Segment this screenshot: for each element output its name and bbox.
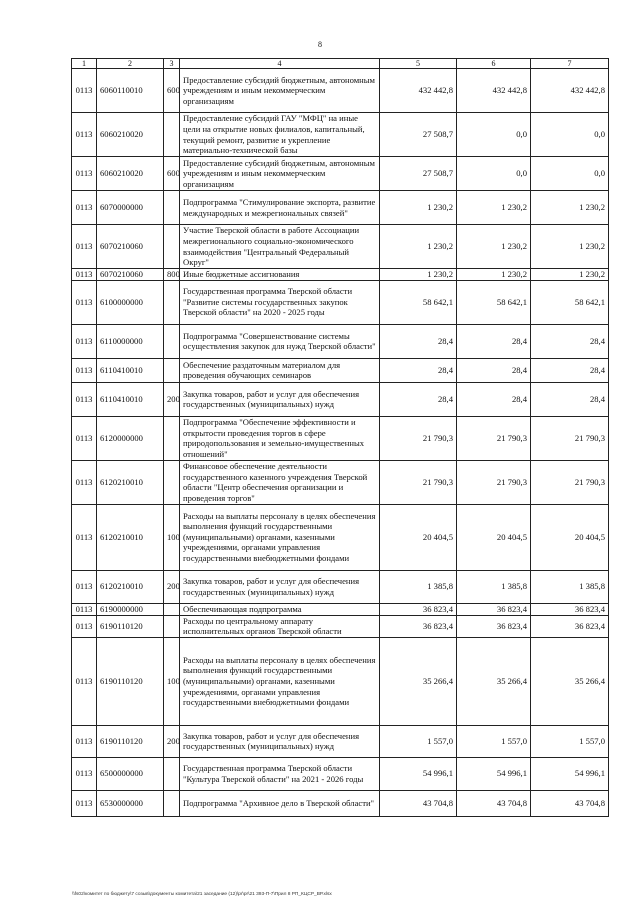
section-code-cell: 0113 (72, 382, 97, 416)
amount-col6-cell: 432 442,8 (457, 69, 531, 113)
expense-type-cell: 600 (164, 69, 180, 113)
amount-col6-cell: 54 996,1 (457, 757, 531, 790)
amount-col5-cell: 1 230,2 (380, 225, 457, 269)
amount-col5-cell: 1 230,2 (380, 191, 457, 225)
amount-col5-cell: 28,4 (380, 358, 457, 382)
amount-col6-cell: 35 266,4 (457, 637, 531, 725)
table-row (72, 504, 609, 570)
target-article-cell: 6070000000 (97, 191, 164, 225)
amount-col7-cell: 43 704,8 (531, 790, 609, 816)
description-cell: Государственная программа Тверской области "Культура Тверской области" на 2021 - 2026 годы (180, 757, 380, 790)
description-cell: Подпрограмма "Совершенствование системы осуществления закупок для нужд Тверской области" (180, 324, 380, 358)
amount-col7-cell: 36 823,4 (531, 603, 609, 615)
amount-col6-cell: 1 557,0 (457, 725, 531, 757)
expense-type-cell (164, 358, 180, 382)
expense-type-cell (164, 416, 180, 460)
description-cell: Расходы по центральному аппарату исполнительных органов Тверской области (180, 615, 380, 637)
section-code-cell: 0113 (72, 191, 97, 225)
amount-col5-cell: 20 404,5 (380, 504, 457, 570)
expense-type-cell: 200 (164, 725, 180, 757)
target-article-cell: 6500000000 (97, 757, 164, 790)
section-code-cell: 0113 (72, 615, 97, 637)
column-number: 7 (531, 59, 609, 69)
target-article-cell: 6070210060 (97, 269, 164, 281)
amount-col6-cell: 28,4 (457, 382, 531, 416)
amount-col5-cell: 1 230,2 (380, 269, 457, 281)
amount-col5-cell: 54 996,1 (380, 757, 457, 790)
description-cell: Участие Тверской области в работе Ассоциации межрегионального социально-экономического взаимодействия "Центральный Федеральный Округ" (180, 225, 380, 269)
description-cell: Обеспечивающая подпрограмма (180, 603, 380, 615)
file-path-footer: \\fs02\комитет по бюджету\7 созыв\документы комитета\21 заседание (12)\pr\pr\21 393-П-7\Прил 8 РП_КЦСР_ВР.xlsx (72, 892, 332, 897)
amount-col7-cell: 0,0 (531, 157, 609, 191)
amount-col5-cell: 36 823,4 (380, 615, 457, 637)
table-row (72, 113, 609, 157)
amount-col6-cell: 58 642,1 (457, 280, 531, 324)
amount-col5-cell: 1 557,0 (380, 725, 457, 757)
amount-col7-cell: 36 823,4 (531, 615, 609, 637)
description-cell: Предоставление субсидий бюджетным, автономным учреждениям и иным некоммерческим организациям (180, 69, 380, 113)
amount-col7-cell: 28,4 (531, 324, 609, 358)
amount-col5-cell: 27 508,7 (380, 113, 457, 157)
amount-col6-cell: 0,0 (457, 157, 531, 191)
description-cell: Предоставление субсидий бюджетным, автономным учреждениям и иным некоммерческим организациям (180, 157, 380, 191)
description-cell: Подпрограмма "Стимулирование экспорта, развитие международных и межрегиональных связей" (180, 191, 380, 225)
page-number: 8 (318, 40, 322, 49)
table-row (72, 757, 609, 790)
expense-type-cell: 800 (164, 269, 180, 281)
amount-col6-cell: 0,0 (457, 113, 531, 157)
description-cell: Расходы на выплаты персоналу в целях обеспечения выполнения функций государственными (муниципальными) органами, казенными учреждениями, органами управления государственными внебюджетными фондами (180, 637, 380, 725)
description-cell: Подпрограмма "Обеспечение эффективности и открытости проведения торгов в сфере природопользования и земельно-имущественных отношений" (180, 416, 380, 460)
table-row (72, 382, 609, 416)
amount-col7-cell: 21 790,3 (531, 460, 609, 504)
table-row (72, 570, 609, 603)
amount-col7-cell: 1 385,8 (531, 570, 609, 603)
target-article-cell: 6120210010 (97, 460, 164, 504)
target-article-cell: 6060210020 (97, 157, 164, 191)
amount-col6-cell: 21 790,3 (457, 416, 531, 460)
section-code-cell: 0113 (72, 757, 97, 790)
amount-col7-cell: 20 404,5 (531, 504, 609, 570)
amount-col5-cell: 432 442,8 (380, 69, 457, 113)
description-cell: Государственная программа Тверской области "Развитие системы государственных закупок Тверской области" на 2020 - 2025 годы (180, 280, 380, 324)
table-row (72, 460, 609, 504)
expense-type-cell (164, 225, 180, 269)
target-article-cell: 6110410010 (97, 358, 164, 382)
amount-col7-cell: 21 790,3 (531, 416, 609, 460)
column-number: 3 (164, 59, 180, 69)
section-code-cell: 0113 (72, 603, 97, 615)
target-article-cell: 6530000000 (97, 790, 164, 816)
amount-col7-cell: 28,4 (531, 382, 609, 416)
expense-type-cell (164, 191, 180, 225)
amount-col6-cell: 1 230,2 (457, 225, 531, 269)
expense-type-cell (164, 280, 180, 324)
amount-col7-cell: 1 230,2 (531, 191, 609, 225)
section-code-cell: 0113 (72, 790, 97, 816)
section-code-cell: 0113 (72, 358, 97, 382)
table-row (72, 324, 609, 358)
description-cell: Подпрограмма "Архивное дело в Тверской области" (180, 790, 380, 816)
expense-type-cell: 100 (164, 637, 180, 725)
target-article-cell: 6120000000 (97, 416, 164, 460)
description-cell: Закупка товаров, работ и услуг для обеспечения государственных (муниципальных) нужд (180, 382, 380, 416)
amount-col7-cell: 1 557,0 (531, 725, 609, 757)
amount-col7-cell: 54 996,1 (531, 757, 609, 790)
amount-col6-cell: 36 823,4 (457, 603, 531, 615)
amount-col5-cell: 27 508,7 (380, 157, 457, 191)
column-number: 6 (457, 59, 531, 69)
target-article-cell: 6190110120 (97, 615, 164, 637)
amount-col6-cell: 36 823,4 (457, 615, 531, 637)
description-cell: Финансовое обеспечение деятельности государственного казенного учреждения Тверской области "Центр обеспечения организации и проведения торгов" (180, 460, 380, 504)
description-cell: Иные бюджетные ассигнования (180, 269, 380, 281)
target-article-cell: 6190110120 (97, 637, 164, 725)
column-number: 5 (380, 59, 457, 69)
budget-table (71, 58, 609, 817)
section-code-cell: 0113 (72, 637, 97, 725)
target-article-cell: 6120210010 (97, 570, 164, 603)
expense-type-cell: 100 (164, 504, 180, 570)
section-code-cell: 0113 (72, 725, 97, 757)
expense-type-cell: 200 (164, 382, 180, 416)
column-number: 1 (72, 59, 97, 69)
description-cell: Обеспечение раздаточным материалом для проведения обучающих семинаров (180, 358, 380, 382)
amount-col5-cell: 35 266,4 (380, 637, 457, 725)
section-code-cell: 0113 (72, 416, 97, 460)
target-article-cell: 6120210010 (97, 504, 164, 570)
expense-type-cell (164, 113, 180, 157)
target-article-cell: 6110000000 (97, 324, 164, 358)
section-code-cell: 0113 (72, 269, 97, 281)
table-row (72, 358, 609, 382)
amount-col7-cell: 1 230,2 (531, 225, 609, 269)
amount-col7-cell: 1 230,2 (531, 269, 609, 281)
amount-col6-cell: 1 385,8 (457, 570, 531, 603)
table-row (72, 416, 609, 460)
section-code-cell: 0113 (72, 280, 97, 324)
table-row (72, 280, 609, 324)
column-number: 2 (97, 59, 164, 69)
amount-col6-cell: 28,4 (457, 358, 531, 382)
amount-col5-cell: 28,4 (380, 382, 457, 416)
expense-type-cell (164, 603, 180, 615)
table-row (72, 225, 609, 269)
target-article-cell: 6060210020 (97, 113, 164, 157)
amount-col5-cell: 1 385,8 (380, 570, 457, 603)
table-row (72, 269, 609, 281)
expense-type-cell (164, 324, 180, 358)
amount-col5-cell: 21 790,3 (380, 416, 457, 460)
section-code-cell: 0113 (72, 69, 97, 113)
section-code-cell: 0113 (72, 324, 97, 358)
target-article-cell: 6190000000 (97, 603, 164, 615)
table-row (72, 191, 609, 225)
amount-col5-cell: 28,4 (380, 324, 457, 358)
table-row (72, 790, 609, 816)
amount-col6-cell: 43 704,8 (457, 790, 531, 816)
description-cell: Закупка товаров, работ и услуг для обеспечения государственных (муниципальных) нужд (180, 570, 380, 603)
amount-col5-cell: 36 823,4 (380, 603, 457, 615)
amount-col6-cell: 1 230,2 (457, 269, 531, 281)
table-row (72, 725, 609, 757)
description-cell: Закупка товаров, работ и услуг для обеспечения государственных (муниципальных) нужд (180, 725, 380, 757)
amount-col6-cell: 1 230,2 (457, 191, 531, 225)
expense-type-cell: 200 (164, 570, 180, 603)
target-article-cell: 6110410010 (97, 382, 164, 416)
amount-col5-cell: 58 642,1 (380, 280, 457, 324)
amount-col7-cell: 58 642,1 (531, 280, 609, 324)
expense-type-cell (164, 790, 180, 816)
section-code-cell: 0113 (72, 157, 97, 191)
table-body (72, 59, 609, 817)
section-code-cell: 0113 (72, 225, 97, 269)
amount-col7-cell: 432 442,8 (531, 69, 609, 113)
target-article-cell: 6060110010 (97, 69, 164, 113)
expense-type-cell (164, 460, 180, 504)
section-code-cell: 0113 (72, 113, 97, 157)
table-row (72, 603, 609, 615)
amount-col5-cell: 43 704,8 (380, 790, 457, 816)
column-number: 4 (180, 59, 380, 69)
column-number-row (72, 59, 609, 69)
amount-col7-cell: 0,0 (531, 113, 609, 157)
section-code-cell: 0113 (72, 570, 97, 603)
amount-col6-cell: 28,4 (457, 324, 531, 358)
target-article-cell: 6190110120 (97, 725, 164, 757)
amount-col5-cell: 21 790,3 (380, 460, 457, 504)
amount-col7-cell: 28,4 (531, 358, 609, 382)
table-row (72, 637, 609, 725)
table-row (72, 69, 609, 113)
table-row (72, 157, 609, 191)
description-cell: Расходы на выплаты персоналу в целях обеспечения выполнения функций государственными (муниципальными) органами, казенными учреждениями, органами управления государственными внебюджетными фондами (180, 504, 380, 570)
expense-type-cell (164, 615, 180, 637)
amount-col6-cell: 21 790,3 (457, 460, 531, 504)
amount-col6-cell: 20 404,5 (457, 504, 531, 570)
target-article-cell: 6070210060 (97, 225, 164, 269)
amount-col7-cell: 35 266,4 (531, 637, 609, 725)
expense-type-cell: 600 (164, 157, 180, 191)
section-code-cell: 0113 (72, 504, 97, 570)
expense-type-cell (164, 757, 180, 790)
target-article-cell: 6100000000 (97, 280, 164, 324)
section-code-cell: 0113 (72, 460, 97, 504)
description-cell: Предоставление субсидий ГАУ "МФЦ" на иные цели на открытие новых филиалов, капитальный, текущий ремонт, развитие и укрепление материально-технической базы (180, 113, 380, 157)
table-row (72, 615, 609, 637)
